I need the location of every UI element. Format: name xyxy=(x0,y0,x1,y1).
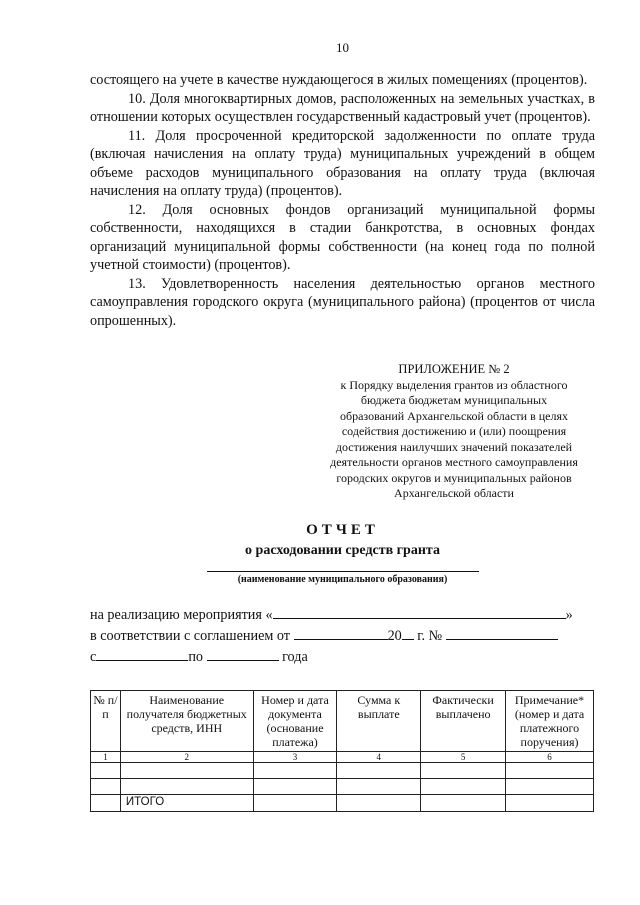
period-to-field[interactable] xyxy=(207,647,279,661)
appendix-line: бюджета бюджетам муниципальных xyxy=(360,393,548,407)
column-number: 6 xyxy=(506,751,594,762)
table-cell[interactable] xyxy=(506,794,594,811)
agreement-year-field[interactable] xyxy=(402,626,414,640)
report-fields xyxy=(90,605,595,668)
period-to-label: по xyxy=(188,648,203,665)
period-from-field[interactable] xyxy=(96,647,188,661)
org-name-caption: (наименование муниципального образования) xyxy=(237,573,448,585)
agreement-day-field[interactable] xyxy=(294,626,338,640)
period-suffix: года xyxy=(282,648,308,665)
agreement-line xyxy=(90,626,595,647)
appendix-line: деятельности органов местного самоуправления xyxy=(330,455,578,469)
column-number: 5 xyxy=(421,751,506,762)
column-number: 2 xyxy=(120,751,253,762)
paragraph: состоящего на учете в качестве нуждающегося в жилых помещениях (процентов). xyxy=(90,72,588,88)
column-number: 3 xyxy=(253,751,337,762)
table-cell[interactable] xyxy=(506,778,594,794)
table-header-row xyxy=(91,690,594,751)
column-header: Примечание* (номер и дата платежного поручения) xyxy=(506,690,594,751)
agreement-month-field[interactable] xyxy=(338,626,388,640)
paragraph: 12. Доля основных фондов организаций муниципальной формы собственности, находящихся в стадии банкротства, в основных фондах организаций муниципальной формы собственности (на конец года по полной учетной стоимости) (процентов). xyxy=(90,201,595,273)
body-text xyxy=(90,71,595,330)
column-number: 4 xyxy=(337,751,421,762)
event-line xyxy=(90,605,595,626)
appendix-line: образований Архангельской области в целях xyxy=(339,408,568,423)
table-cell[interactable] xyxy=(337,778,421,794)
table-cell[interactable] xyxy=(91,794,121,811)
appendix-line: содействия достижению и (или) поощрения xyxy=(341,424,567,438)
column-header: Номер и дата документа (основание платежа) xyxy=(253,690,337,751)
column-header: Сумма к выплате xyxy=(337,690,421,751)
appendix-line: городских округов и муниципальных районов xyxy=(336,470,572,485)
table-cell[interactable] xyxy=(421,794,506,811)
event-name-field[interactable] xyxy=(273,605,566,619)
agreement-prefix: в соответствии с соглашением от xyxy=(90,627,291,644)
column-number-row xyxy=(91,751,594,762)
table-cell[interactable] xyxy=(120,778,253,794)
table-cell[interactable] xyxy=(253,794,337,811)
agreement-year-prefix: 20 xyxy=(387,627,402,644)
paragraph: 10. Доля многоквартирных домов, расположенных на земельных участках, в отношении которых осуществлен государственный кадастровый учет (процентов). xyxy=(90,90,595,125)
event-prefix: на реализацию мероприятия « xyxy=(90,606,273,623)
paragraph: 13. Удовлетворенность населения деятельностью органов местного самоуправления городского округа (муниципального района) (процентов от числа опрошенных). xyxy=(90,275,595,329)
org-name-field[interactable] xyxy=(207,571,479,585)
table-cell[interactable] xyxy=(421,762,506,778)
appendix-title: ПРИЛОЖЕНИЕ № 2 xyxy=(398,362,510,376)
event-suffix: » xyxy=(565,606,573,623)
total-row xyxy=(91,794,594,811)
table-cell[interactable] xyxy=(120,762,253,778)
period-line xyxy=(90,647,595,668)
agreement-number-field[interactable] xyxy=(446,626,558,640)
column-header: Фактически выплачено xyxy=(421,690,506,751)
agreement-number-label: г. № xyxy=(417,627,443,644)
appendix-line: к Порядку выделения грантов из областного xyxy=(340,377,568,392)
page-number: 10 xyxy=(336,40,349,55)
column-number: 1 xyxy=(91,751,121,762)
report-subtitle: о расходовании средств гранта xyxy=(245,542,440,558)
period-from-label: с xyxy=(90,648,97,665)
table-cell[interactable] xyxy=(337,794,421,811)
appendix-line: Архангельской области xyxy=(394,486,514,500)
column-header: Наименование получателя бюджетных средств, ИНН xyxy=(120,690,253,751)
table-cell[interactable] xyxy=(91,762,121,778)
report-table xyxy=(90,690,594,812)
table-cell[interactable] xyxy=(337,762,421,778)
table-cell[interactable] xyxy=(253,762,337,778)
table-cell[interactable] xyxy=(91,778,121,794)
column-header: № п/п xyxy=(91,690,121,751)
table-row xyxy=(91,778,594,794)
table-cell[interactable] xyxy=(506,762,594,778)
appendix-line: достижения наилучших значений показателей xyxy=(335,439,573,454)
table-row xyxy=(91,762,594,778)
report-title: ОТЧЕТ xyxy=(306,521,379,538)
total-label: ИТОГО xyxy=(120,794,253,811)
table-cell[interactable] xyxy=(421,778,506,794)
appendix-block xyxy=(320,362,588,502)
paragraph: 11. Доля просроченной кредиторской задолженности по оплате труда (включая начисления на оплату труда) муниципальных учреждений в общем объеме расходов муниципального образования на оплату труда (включая начисления на оплату труда) (процентов). xyxy=(90,127,595,199)
table-cell[interactable] xyxy=(253,778,337,794)
